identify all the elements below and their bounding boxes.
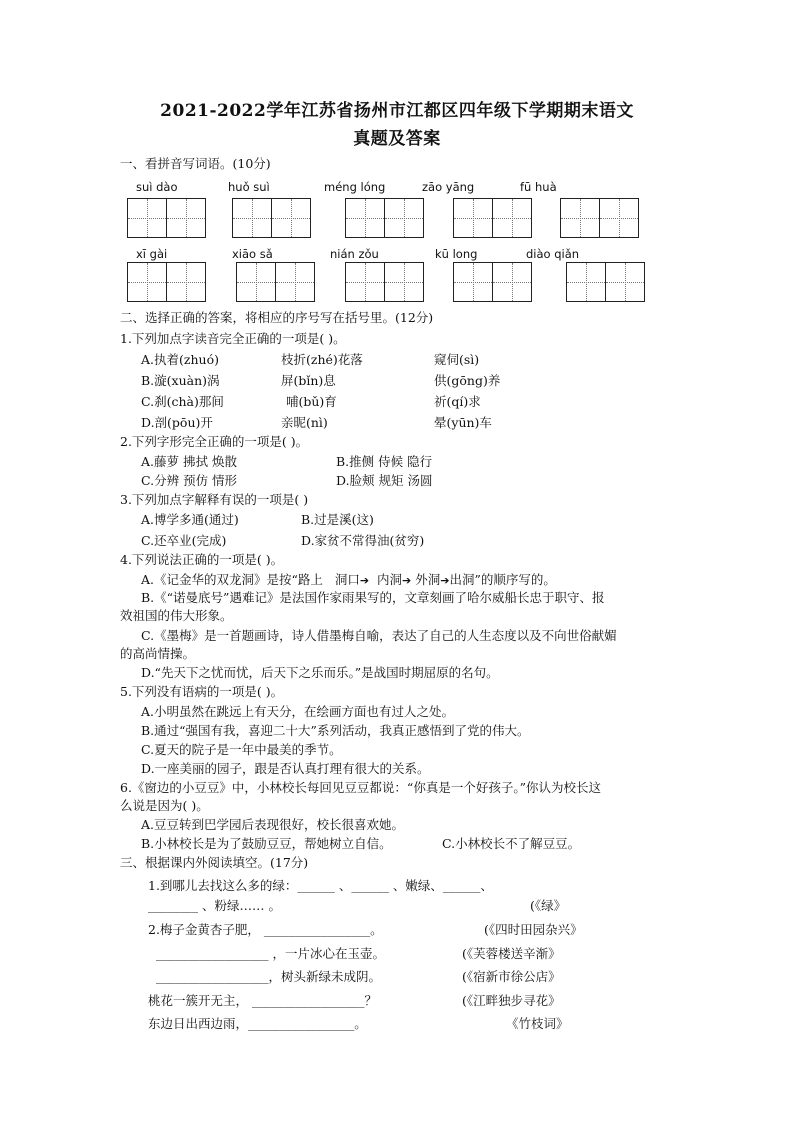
fill-line: 1.到哪儿去找这么多的绿：______ 、______ 、嫩绿、______、 [148,878,493,893]
pinyin-2-4: kū long [435,247,478,261]
arrow-icon: ➔ [440,574,450,587]
q3-stem: 3.下列加点字解释有误的一项是( ) [120,492,309,507]
q5-stem: 5.下列没有语病的一项是( )。 [120,684,284,699]
fill-line: 东边日出西边雨，_________________。 [148,1016,367,1031]
q1-stem: 1.下列加点字读音完全正确的一项是( )。 [120,331,346,346]
q1-option: 窥伺(sì) [434,352,480,367]
q4-a-part: A.《记金华的双龙洞》是按“路上 [141,572,323,587]
q2-option: C.分辨 预仿 情形 [141,473,238,488]
q3-option: D.家贫不常得油(贫穷) [301,533,425,548]
q2-option: D.脸颊 规矩 汤圆 [336,473,433,488]
q4-a-part: 外洞 [415,572,441,587]
q4-option-a [141,572,556,589]
q2-stem: 2.下列字形完全正确的一项是( )。 [120,434,309,449]
q5-option: D.一座美丽的园子，跟是否认真打理有很大的关系。 [141,761,430,776]
section3-heading: 三、根据课内外阅读填空。(17分) [120,855,309,870]
q4-option-c: C.《墨梅》是一首题画诗，诗人借墨梅自喻，表达了自己的人生态度以及不向世俗献媚 [141,628,617,643]
q4-option-b-cont: 效祖国的伟大形象。 [120,608,233,623]
arrow-icon: ➔ [402,574,412,587]
q6-stem-cont: 么说是因为( )。 [120,798,209,813]
fill-line: __________________ ，一片冰心在玉壶。 [156,946,385,961]
q1-option: 晕(yūn)车 [434,415,492,430]
writing-grid[interactable] [560,198,638,238]
q5-option: B.通过“强国有我，喜迎二十大”系列活动，我真正感悟到了党的伟大。 [141,723,530,738]
q1-option: 亲昵(nì) [281,415,328,430]
q4-option-c-cont: 的高尚情操。 [120,646,196,661]
pinyin-1-5: fū huà [520,180,557,194]
fill-line: 2.梅子金黄杏子肥， _________________。 [148,922,383,937]
pinyin-2-1: xī gài [136,247,168,261]
writing-grid[interactable] [232,198,310,238]
q1-option: 供(gōng)养 [434,373,501,388]
arrow-icon: ➔ [359,574,370,587]
fill-line: 桃花一簇开无主， __________________？ [148,993,377,1008]
writing-grid[interactable] [453,198,531,238]
pinyin-2-5: diào qiǎn [526,247,580,261]
writing-grid[interactable] [345,262,423,302]
q4-option-d: D.“先天下之忧而忧，后天下之乐而乐。”是战国时期屈原的名句。 [141,665,499,680]
q1-option: B.漩(xuàn)涡 [141,373,220,388]
q5-option: A.小明虽然在跳远上有天分，在绘画方面也有过人之处。 [141,704,455,719]
writing-grid[interactable] [345,198,423,238]
q1-option: A.执着(zhuó) [141,352,219,367]
pinyin-1-1: suì dào [136,180,178,194]
fill-line: ________ 、粉绿…… 。 [148,898,281,913]
q6-option-b: B.小林校长是为了鼓励豆豆，帮她树立自信。 [141,836,392,851]
q4-a-part: 内洞 [377,572,403,587]
fill-line: __________________，树头新绿未成阴。 [156,969,382,984]
q1-option: 哺(bǔ)育 [286,394,337,409]
q1-option: D.剖(pōu)开 [141,415,213,430]
q2-option: A.藤萝 拂拭 焕散 [141,454,237,469]
q3-option: C.还卒业(完成) [141,533,227,548]
q1-option: 屏(bǐn)息 [281,373,336,388]
q6-stem: 6.《窗边的小豆豆》中，小林校长每回见豆豆都说：“你真是一个好孩子。”你认为校长这 [120,780,601,795]
source-label: (《四时田园杂兴》 [484,922,583,937]
source-label: (《绿》 [530,898,567,913]
source-label: 《竹枝词》 [506,1016,569,1031]
q1-option: 枝折(zhé)花落 [281,352,363,367]
section2-heading: 二、选择正确的答案，将相应的序号写在括号里。(12分) [120,310,434,325]
writing-grid[interactable] [127,262,205,302]
q4-a-part: 出洞”的顺序写的。 [449,572,556,587]
page-title-line1: 2021-2022学年江苏省扬州市江都区四年级下学期期末语文 [160,101,634,121]
q2-option: B.推侧 侍候 隐行 [336,454,433,469]
pinyin-2-3: nián zǒu [330,247,379,261]
source-label: (《江畔独步寻花》 [462,993,561,1008]
writing-grid[interactable] [566,262,644,302]
writing-grid[interactable] [453,262,531,302]
source-label: (《芙蓉楼送辛渐》 [462,946,561,961]
q6-option-a: A.豆豆转到巴学园后表现很好，校长很喜欢她。 [141,817,405,832]
q4-option-b: B.《“诺曼底号”遇难记》是法国作家雨果写的，文章刻画了哈尔威船长忠于职守、报 [141,590,605,605]
q1-option: C.刹(chà)那间 [141,394,224,409]
section1-heading: 一、看拼音写词语。(10分) [120,156,271,171]
q4-stem: 4.下列说法正确的一项是( )。 [120,552,284,567]
writing-grid[interactable] [236,262,314,302]
writing-grid[interactable] [127,198,205,238]
source-label: (《宿新市徐公店》 [462,969,561,984]
q4-a-part: 洞口 [334,572,360,587]
q6-option-c: C.小林校长不了解豆豆。 [442,836,581,851]
pinyin-1-4: zāo yāng [422,180,475,194]
q1-option: 祈(qí)求 [434,394,481,409]
pinyin-1-2: huǒ suì [228,180,270,194]
page-title-line2: 真题及答案 [353,129,441,149]
q3-option: B.过是溪(这) [301,512,374,527]
pinyin-1-3: méng lóng [324,180,386,194]
q5-option: C.夏天的院子是一年中最美的季节。 [141,742,342,757]
pinyin-2-2: xiāo sǎ [232,247,273,261]
q3-option: A.博学多通(通过) [141,512,239,527]
